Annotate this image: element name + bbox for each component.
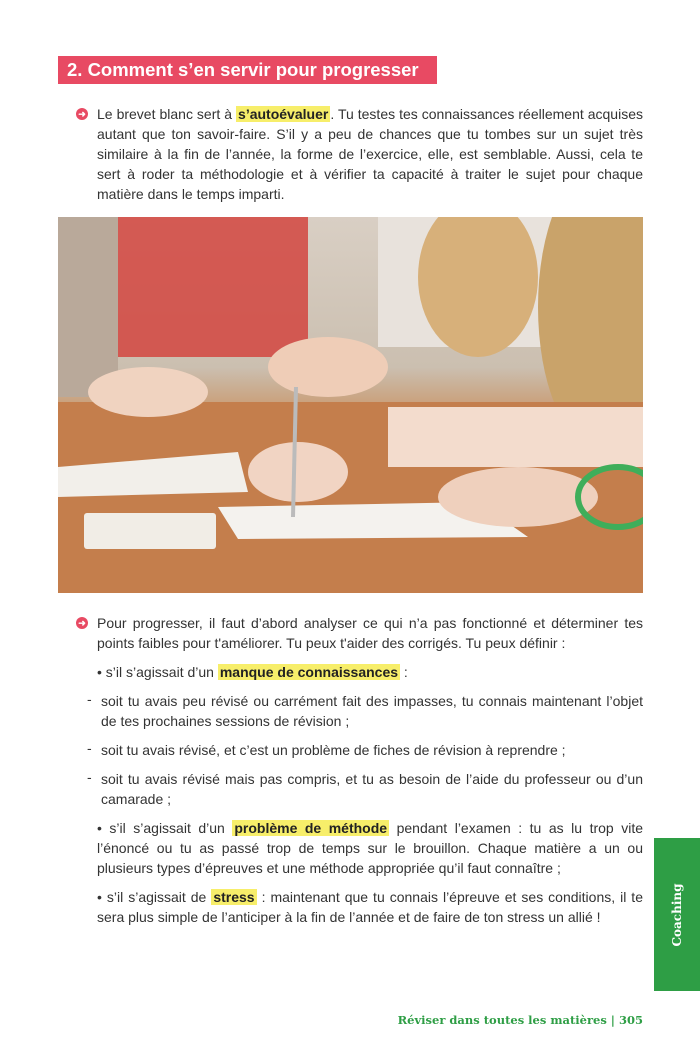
students-writing-photo (58, 217, 643, 593)
page-footer: Réviser dans toutes les matières | 305 (397, 1013, 643, 1027)
arrow-bullet-icon: ➜ (76, 108, 88, 120)
section-title: 2. Comment s’en servir pour progresser (58, 56, 437, 84)
photo-illustration (58, 217, 643, 593)
paragraph-progress: Pour progresser, il faut d’abord analyser ce qui n’a pas fonctionné et déterminer tes points faibles pour t'améliorer. Tu peux t'aider des corrigés. Tu peux définir : (97, 615, 643, 651)
text: Le brevet blanc sert à (97, 106, 237, 122)
bullet-stress (97, 887, 643, 927)
dash-marker: - (87, 691, 92, 707)
text: . Tu testes tes connaissances réellement acquises autant que ton savoir-faire. S’il y a peu de chances que tu tombes sur un sujet très similaire à la fin de l’année, la forme de l’exercice, elle, est semblable. Aussi, cela te sert à roder ta méthodologie et à vérifier ta capacité à traiter le sujet pour chaque matière dans le temps imparti. (97, 106, 643, 202)
text: : (400, 664, 408, 680)
arrow-bullet-icon: ➜ (76, 617, 88, 629)
highlight: stress (213, 889, 255, 905)
dash-item: soit tu avais révisé, et c’est un problème de fiches de révision à reprendre ; (101, 742, 566, 758)
text: : maintenant que tu connais l’épreuve et ses conditions, il te sera plus simple de l’anticiper à la fin de l’année et de faire de ton stress un allié ! (97, 889, 643, 925)
side-tab-coaching (654, 838, 700, 991)
bullet-method (97, 818, 643, 878)
highlight: problème de méthode (234, 820, 388, 836)
side-tab-label: Coaching (670, 882, 684, 947)
text: • s’il s’agissait de (97, 889, 212, 905)
highlight: s’autoévaluer (238, 106, 329, 122)
dash-item: soit tu avais peu révisé ou carrément fait des impasses, tu connais maintenant l’objet de tes prochaines sessions de révision ; (101, 693, 643, 729)
highlight: manque de connaissances (219, 664, 399, 680)
text: • s’il s’agissait d’un (97, 820, 233, 836)
dash-item: soit tu avais révisé mais pas compris, et tu as besoin de l’aide du professeur ou d’un camarade ; (101, 771, 643, 807)
dash-marker: - (87, 740, 92, 756)
paragraph-intro (97, 104, 643, 204)
bullet-knowledge (97, 662, 643, 682)
text: pendant l’examen : tu as lu trop vite l’énoncé ou tu as passé trop de temps sur le brouillon. Chaque matière a un ou plusieurs types d’épreuves et une méthode appropriée qu’il faut connaître ; (97, 820, 643, 876)
text: • s’il s’agissait d’un (97, 664, 218, 680)
dash-marker: - (87, 769, 92, 785)
